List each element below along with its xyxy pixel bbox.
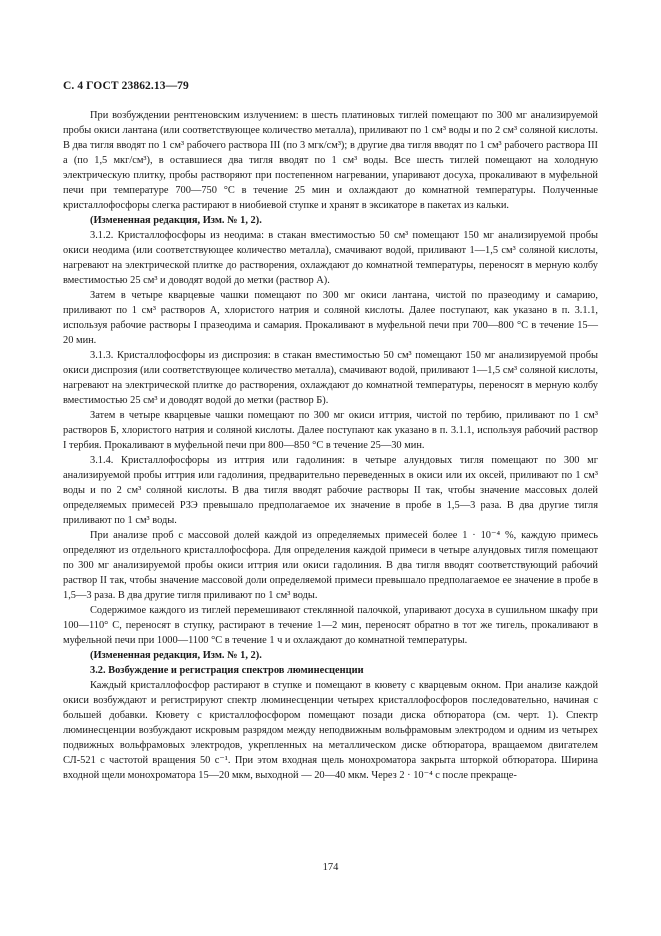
paragraph: Содержимое каждого из тиглей перемешивают стеклянной палочкой, упаривают досуха в сушильном шкафу при 100—110° С, переносят в ступку, растирают в течение 1—2 мин, переносят обратно в тот же тигель, прокаливают в муфельной печи при 1000—1100 °С в течение 1 ч и охлаждают до комнатной температуры. [63,605,598,646]
paragraph: Затем в четыре кварцевые чашки помещают по 300 мг окиси лантана, чистой по празеодиму и самарию, приливают по 1 см³ растворов А, хлористого натрия и соляной кислоты. Далее поступают, как указано в п. 3.1.1, используя рабочие растворы I празеодима и самария. Прокаливают в муфельной печи при 700—800 °С в течение 15—20 мин. [63,290,598,346]
paragraph: 3.1.2. Кристаллофосфоры из неодима: в стакан вместимостью 50 см³ помещают 150 мг анализируемой пробы окиси неодима (или соответствующее количество металла), смачивают водой, приливают 1—1,5 см³ соляной кислоты, нагревают на электрической плитке до растворения, охлаждают до комнатной температуры, переносят в мерную колбу вместимостью 25 см³ и доводят водой до метки (раствор А). [63,230,598,286]
section-heading: 3.2. Возбуждение и регистрация спектров люминесценции [90,665,364,676]
paragraph: Затем в четыре кварцевые чашки помещают по 300 мг окиси иттрия, чистой по тербию, приливают по 1 см³ растворов Б, хлористого натрия и соляной кислоты. Далее поступают как указано в п. 3.1.1, используя рабочий раствор I тербия. Прокаливают в муфельной печи при 800—850 °С в течение 25—30 мин. [63,410,598,451]
body-text [63,108,598,783]
paragraph: 3.1.4. Кристаллофосфоры из иттрия или гадолиния: в четыре алундовых тигля помещают по 300 мг анализируемой пробы иттрия или гадолиния, предварительно переведенных в окиси или их оксей, приливают по 1 см³ воды и по 2 см³ соляной кислоты. В два тигля вводят рабочие растворы II так, чтобы значение массовых долей определяемых примесей РЗЭ превышало предполагаемое их значение в пробе в 1,5—3 раза. В два другие тигля приливают по 1 см³ воды. [63,455,598,526]
paragraph: 3.1.3. Кристаллофосфоры из диспрозия: в стакан вместимостью 50 см³ помещают 150 мг анализируемой пробы окиси диспрозия (или соответствующее количество металла), смачивают водой, приливают 1—1,5 см³ соляной кислоты, нагревают на электрической плитке до растворения, охлаждают до комнатной температуры, переносят в мерную колбу вместимостью 25 см³ и доводят водой до метки (раствор Б). [63,350,598,406]
running-head: С. 4 ГОСТ 23862.13—79 [63,80,189,92]
paragraph: Каждый кристаллофосфор растирают в ступке и помещают в кювету с кварцевым окном. При анализе каждой окиси возбуждают и регистрируют спектр люминесценции четырех кристаллофосфоров последовательно, начиная с большей добавки. Кювету с кристаллофосфором помещают позади диска обтюратора (см. черт. 1). Спектр люминесценции возбуждают искровым разрядом между неподвижным вольфрамовым электродом и одним из четырех подвижных вольфрамовых электродов, укрепленных на металлическом диске обтюратора, вращаемом двигателем СЛ-521 с частотой вращения 50 с⁻¹. При этом входная щель монохроматора закрыта шторкой обтюратора. Ширина входной щели монохроматора 15—20 мкм, выходной — 20—40 мкм. Через 2 · 10⁻⁴ с после прекраще- [63,680,598,781]
amendment-note: (Измененная редакция, Изм. № 1, 2). [90,215,262,226]
page-number: 174 [322,862,339,873]
paragraph: При анализе проб с массовой долей каждой из определяемых примесей более 1 · 10⁻⁴ %, каждую примесь определяют из отдельного кристаллофосфора. Для определения каждой примеси в четыре алундовых тигля помещают по 300 мг анализируемой пробы окиси иттрия или окиси гадолиния. В два тигля вводят соответствующий рабочий раствор II так, чтобы значение массовой доли определяемой примеси превышало предполагаемое ее значение в пробе в 1,5—3 раза. В два другие тигля приливают по 1 см³ воды. [63,530,598,601]
amendment-note: (Измененная редакция, Изм. № 1, 2). [90,650,262,661]
paragraph: При возбуждении рентгеновским излучением: в шесть платиновых тиглей помещают по 300 мг анализируемой пробы окиси лантана (или соответствующее количество металла), приливают по 1 см³ воды и по 2 см³ соляной кислоты. В два тигля вводят по 1 см³ рабочего раствора III (по 3 мгк/см³); в другие два тигля вводят по 1 см³ рабочего раствора III а (по 1,5 мкг/см³), в оставшиеся два тигля вводят по 1 см³ воды. Все шесть тиглей помещают на холодную электрическую плитку, пробы растворяют при постепенном нагревании, упаривают досуха, прокаливают в муфельной печи при температуре 700—750 °С в течение 25 мин и охлаждают до комнатной температуры. Полученные кристаллофосфоры слегка растирают в ниобиевой ступке и хранят в эксикаторе в пакетах из кальки. [63,110,598,211]
